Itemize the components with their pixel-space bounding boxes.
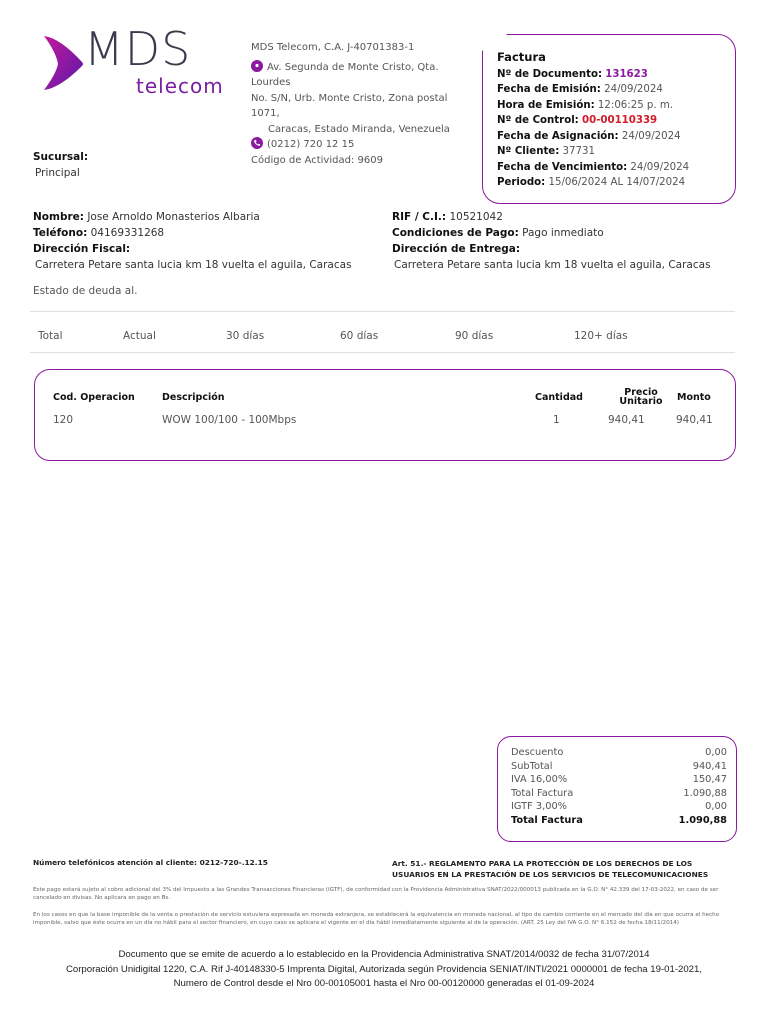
total-label: Total Factura	[511, 814, 583, 826]
divider	[30, 352, 735, 353]
period-value: 15/06/2024 AL 14/07/2024	[548, 177, 686, 188]
payment-value: Pago inmediato	[522, 227, 604, 239]
control-number-row	[497, 113, 727, 129]
debt-status-title: Estado de deuda al.	[33, 285, 138, 297]
fiscal-address-value: Carretera Petare santa lucia km 18 vuelta el aguila, Caracas	[35, 259, 352, 271]
assign-date-value: 24/09/2024	[621, 130, 681, 142]
debt-col-30: 30 días	[226, 330, 265, 342]
row-amount: 940,41	[676, 414, 713, 426]
total-value: 150,47	[692, 774, 727, 786]
legal-line-3: Numero de Control desde el Nro 00-00105001 hasta el Nro 00-00120000 generadas el 01-09-2024	[173, 978, 595, 989]
logo-chevron-icon	[42, 34, 86, 92]
col-header-description: Descripción	[162, 392, 225, 403]
issue-date-row	[497, 82, 727, 98]
customer-name-row	[33, 209, 383, 225]
total-value: 1.090,88	[678, 814, 727, 826]
client-number-row	[497, 144, 727, 160]
debt-col-total: Total	[38, 330, 63, 342]
customer-service-phone: Número telefónicos atención al cliente: 0212-720-.12.15	[33, 858, 268, 867]
company-name: MDS Telecom, C.A. J-40701383-1	[251, 42, 415, 53]
col-header-code: Cod. Operacion	[53, 392, 135, 403]
company-info	[251, 40, 471, 168]
company-phone	[251, 137, 471, 153]
currency-notice: En los casos en que la base imponible de la venta o prestación de servicio estuviera expresada en moneda extranjera, se establecerá la equivalencia en moneda nacional, al tipo de cambio corriente en el mercado del día en que ocurra el hecho imponible, salvo que éste ocurra en un día no hábil para el sector financiero, en cuyo caso se aplicara el vigente en el día hábil inmediatamente siguiente al de la operación. (ART. 25 Ley del IVA G.O. N° 6.152 de fecha 18/11/2014)	[33, 912, 720, 926]
total-value: 1.090,88	[683, 787, 727, 799]
igtf-notice: Este pago estará sujeto al cobro adicional del 3% del Impuesto a las Grandes Transacciones Financieras (IGTF), de conformidad con la Providencia Administrativa SNAT/2022/000013 publicada en la G.O. N° 42.339 del 17-03-2022, en caso de ser cancelado en divisas. No aplicara en pago en Bs.	[33, 887, 719, 901]
rif-row	[392, 209, 742, 225]
total-row-discount	[511, 746, 727, 760]
doc-number-value: 131623	[605, 68, 648, 80]
delivery-address-value: Carretera Petare santa lucia km 18 vuelta el aguila, Caracas	[394, 259, 711, 271]
total-row-final	[511, 814, 727, 828]
rif-value: 10521042	[449, 211, 503, 223]
issue-time-value: 12:06:25 p. m.	[597, 99, 674, 111]
due-date-row	[497, 160, 727, 176]
customer-left	[33, 209, 383, 273]
due-date-label: Fecha de Vencimiento:	[497, 161, 628, 173]
total-value: 0,00	[705, 747, 727, 758]
branch-label: Sucursal:	[33, 151, 89, 163]
invoice-title: Factura	[497, 50, 546, 64]
total-row-invoice-total	[511, 787, 727, 801]
total-row-igtf	[511, 800, 727, 814]
period-label: Periodo:	[497, 177, 546, 188]
total-label: IVA 16,00%	[511, 774, 568, 786]
control-number-value: 00-00110339	[582, 115, 658, 126]
issue-time-row	[497, 98, 727, 114]
phone-icon	[251, 137, 263, 149]
total-row-subtotal	[511, 760, 727, 774]
address-line-2: No. S/N, Urb. Monte Cristo, Zona postal 1071,	[251, 92, 448, 119]
total-label: SubTotal	[511, 760, 553, 772]
logo-wordmark: MDS	[84, 22, 192, 76]
phone-text: (0212) 720 12 15	[267, 139, 355, 150]
total-label: IGTF 3,00%	[511, 801, 567, 813]
items-table	[34, 369, 736, 461]
unit-price-line-2: Unitario	[619, 396, 663, 407]
doc-number-row	[497, 67, 727, 83]
customer-name-value: Jose Arnoldo Monasterios Albaria	[87, 211, 260, 223]
assign-date-row	[497, 129, 727, 145]
issue-time-label: Hora de Emisión:	[497, 99, 595, 111]
divider	[30, 311, 735, 312]
row-quantity: 1	[553, 414, 560, 426]
rif-label: RIF / C.I.:	[392, 211, 447, 223]
address-line-3: Caracas, Estado Miranda, Venezuela	[268, 123, 450, 135]
legal-line-1: Documento que se emite de acuerdo a lo establecido en la Providencia Administrativa SNAT/2014/0032 de fecha 31/07/2014	[118, 949, 650, 960]
payment-label: Condiciones de Pago:	[392, 227, 519, 239]
col-header-quantity: Cantidad	[535, 392, 583, 403]
branch-section	[33, 149, 88, 181]
total-label: Total Factura	[511, 787, 574, 799]
mds-logo	[38, 22, 228, 108]
total-label: Descuento	[511, 747, 564, 758]
total-row-iva	[511, 773, 727, 787]
legal-line-2: Corporación Unidigital 1220, C.A. Rif J-40148330-5 Imprenta Digital, Autorizada según Providencia SENIAT/INTI/2021 0000001 de fecha 19-01-2021,	[65, 964, 703, 975]
total-value: 0,00	[705, 801, 727, 813]
location-pin-icon	[251, 60, 263, 72]
control-number-label: Nº de Control:	[497, 115, 579, 126]
client-number-label: Nº Cliente:	[497, 146, 560, 157]
regulation-article: Art. 51.- REGLAMENTO PARA LA PROTECCIÓN DE LOS DERECHOS DE LOS USUARIOS EN LA PRESTACIÓN DE LOS SERVICIOS DE TELECOMUNICACIONES	[392, 859, 709, 879]
unit-price-line-1: Precio	[624, 387, 658, 398]
client-number-value: 37731	[562, 146, 595, 157]
company-address	[251, 60, 471, 91]
branch-value: Principal	[35, 167, 80, 179]
customer-phone-value: 04169331268	[90, 227, 165, 239]
row-unit-price: 940,41	[608, 414, 645, 426]
row-code: 120	[53, 414, 74, 426]
doc-number-label: Nº de Documento:	[497, 68, 603, 80]
invoice-header	[497, 50, 727, 191]
issue-date-value: 24/09/2024	[604, 84, 663, 95]
row-description: WOW 100/100 - 100Mbps	[162, 414, 297, 426]
customer-right	[392, 209, 742, 273]
totals-summary	[511, 746, 727, 828]
debt-col-actual: Actual	[123, 330, 156, 342]
col-header-amount: Monto	[677, 392, 711, 403]
debt-col-120: 120+ días	[574, 330, 628, 342]
customer-phone-label: Teléfono:	[33, 227, 88, 239]
period-row	[497, 175, 727, 191]
total-value: 940,41	[692, 760, 727, 772]
fiscal-address-label: Dirección Fiscal:	[33, 243, 131, 255]
payment-row	[392, 225, 742, 241]
address-line-1: Av. Segunda de Monte Cristo, Qta. Lourdes	[251, 61, 439, 88]
activity-code: Código de Actividad: 9609	[251, 154, 383, 166]
due-date-value: 24/09/2024	[630, 161, 690, 173]
delivery-address-label: Dirección de Entrega:	[392, 243, 521, 255]
customer-phone-row	[33, 225, 383, 241]
issue-date-label: Fecha de Emisión:	[497, 84, 601, 95]
debt-col-60: 60 días	[340, 330, 379, 342]
debt-col-90: 90 días	[455, 330, 494, 342]
customer-name-label: Nombre:	[33, 211, 84, 223]
assign-date-label: Fecha de Asignación:	[497, 130, 619, 142]
logo-subtitle: telecom	[136, 74, 224, 98]
col-header-unit-price	[619, 388, 663, 406]
